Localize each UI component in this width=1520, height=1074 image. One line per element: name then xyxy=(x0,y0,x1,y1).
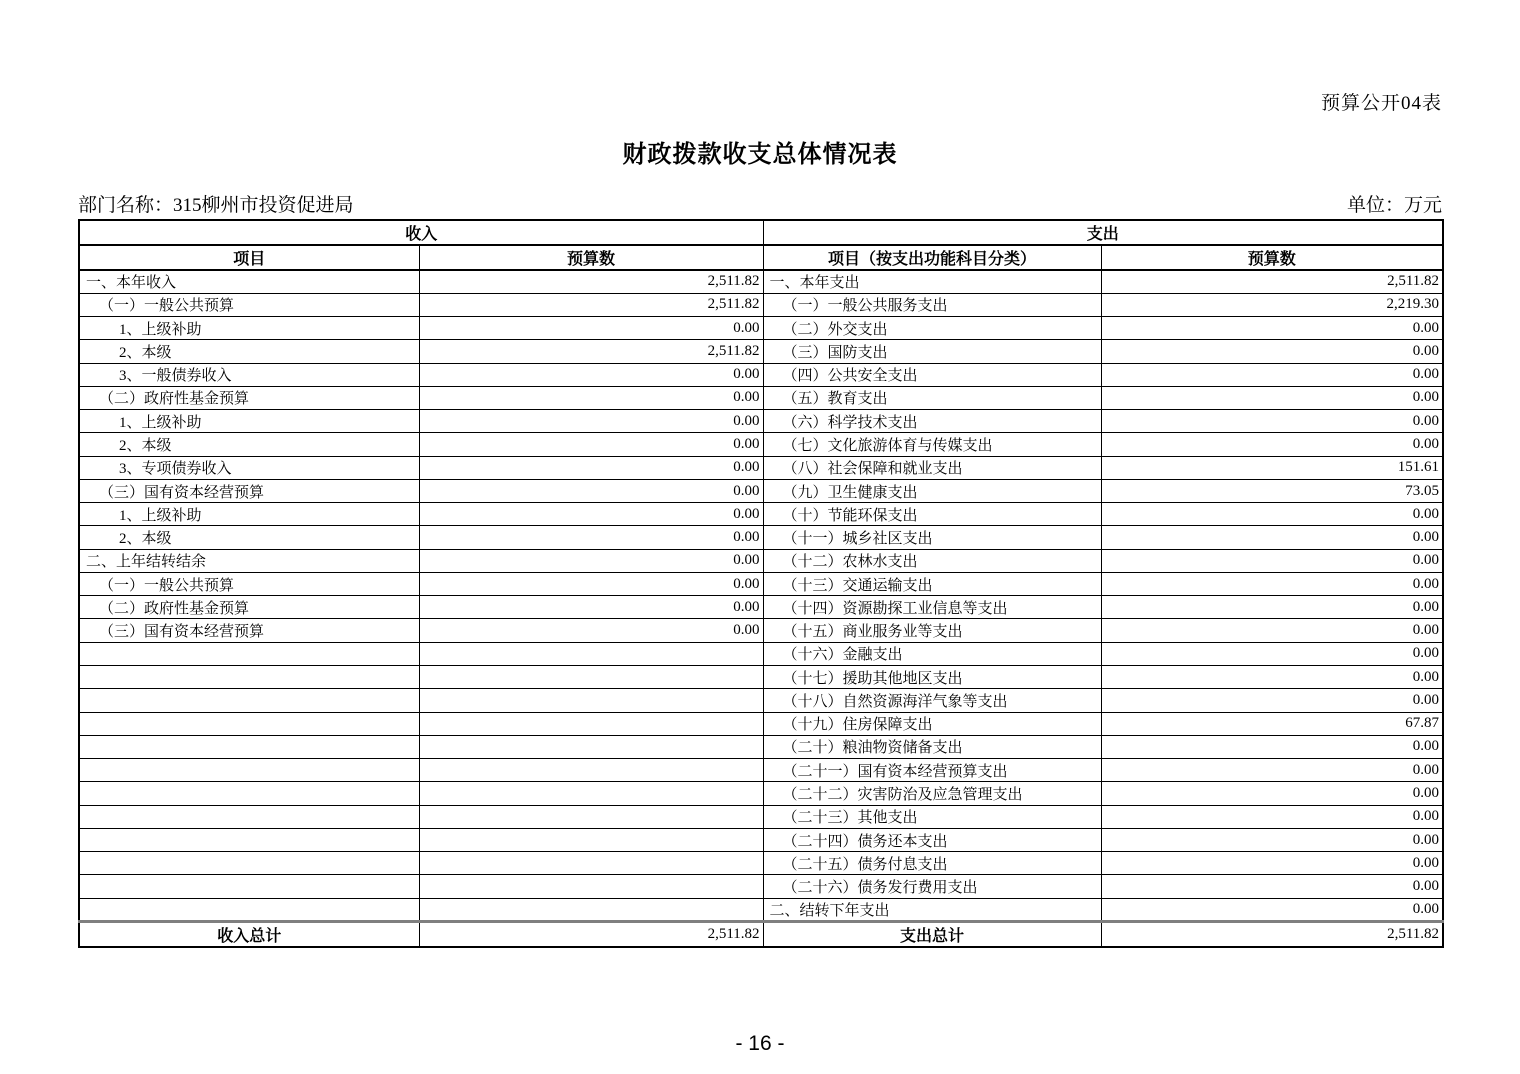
table-row xyxy=(79,433,1443,456)
income-value-cell: 0.00 xyxy=(419,386,763,409)
income-item-cell: 一、本年收入 xyxy=(79,270,419,293)
table-row xyxy=(79,898,1443,921)
expense-item-cell: （二十一）国有资本经营预算支出 xyxy=(763,759,1101,782)
expense-value-cell: 0.00 xyxy=(1101,875,1443,898)
expense-value-cell: 2,511.82 xyxy=(1101,270,1443,293)
table-row xyxy=(79,642,1443,665)
budget-table xyxy=(78,219,1444,948)
table-row xyxy=(79,503,1443,526)
income-item-cell xyxy=(79,735,419,758)
income-item-cell: 3、一般债券收入 xyxy=(79,363,419,386)
expense-item-cell: （二十六）债务发行费用支出 xyxy=(763,875,1101,898)
income-value-cell: 0.00 xyxy=(419,456,763,479)
income-item-cell xyxy=(79,689,419,712)
table-row xyxy=(79,759,1443,782)
expense-item-cell: （二十二）灾害防治及应急管理支出 xyxy=(763,782,1101,805)
expense-item-cell: （二十五）债务付息支出 xyxy=(763,852,1101,875)
income-value-cell: 0.00 xyxy=(419,503,763,526)
income-value-cell: 0.00 xyxy=(419,479,763,502)
income-value-cell: 0.00 xyxy=(419,363,763,386)
table-row xyxy=(79,270,1443,293)
income-item-cell: 2、本级 xyxy=(79,526,419,549)
table-meta-row xyxy=(78,190,1442,217)
expense-item-cell: （九）卫生健康支出 xyxy=(763,479,1101,502)
table-row xyxy=(79,410,1443,433)
income-value-cell: 0.00 xyxy=(419,526,763,549)
expense-item-cell: （二十四）债务还本支出 xyxy=(763,828,1101,851)
income-value-cell: 0.00 xyxy=(419,433,763,456)
table-row xyxy=(79,689,1443,712)
income-item-cell: 1、上级补助 xyxy=(79,317,419,340)
income-item-cell: 2、本级 xyxy=(79,340,419,363)
income-value-cell xyxy=(419,805,763,828)
income-item-cell xyxy=(79,759,419,782)
expense-item-cell: 二、结转下年支出 xyxy=(763,898,1101,921)
table-row xyxy=(79,479,1443,502)
income-value-cell: 2,511.82 xyxy=(419,293,763,316)
expense-value-cell: 0.00 xyxy=(1101,549,1443,572)
expense-item-cell: （十三）交通运输支出 xyxy=(763,572,1101,595)
income-item-cell xyxy=(79,828,419,851)
expense-item-cell: （十六）金融支出 xyxy=(763,642,1101,665)
income-value-cell xyxy=(419,642,763,665)
expense-item-cell: （十）节能环保支出 xyxy=(763,503,1101,526)
expense-value-cell: 0.00 xyxy=(1101,735,1443,758)
income-section-header: 收入 xyxy=(79,220,763,245)
table-body xyxy=(79,270,1443,922)
expense-item-cell: （十八）自然资源海洋气象等支出 xyxy=(763,689,1101,712)
income-value-cell: 0.00 xyxy=(419,549,763,572)
expense-total-value: 2,511.82 xyxy=(1101,922,1443,948)
income-value-cell: 2,511.82 xyxy=(419,270,763,293)
expense-value-cell: 0.00 xyxy=(1101,666,1443,689)
income-value-cell: 0.00 xyxy=(419,572,763,595)
column-header-row xyxy=(79,245,1443,270)
table-row xyxy=(79,549,1443,572)
income-item-cell xyxy=(79,875,419,898)
expense-budget-column-header: 预算数 xyxy=(1101,245,1443,270)
income-value-cell: 0.00 xyxy=(419,317,763,340)
income-item-cell: 二、上年结转结余 xyxy=(79,549,419,572)
unit-label: 单位：万元 xyxy=(1346,195,1442,216)
expense-value-cell: 0.00 xyxy=(1101,689,1443,712)
income-value-cell xyxy=(419,712,763,735)
income-value-cell: 2,511.82 xyxy=(419,340,763,363)
income-item-cell: （三）国有资本经营预算 xyxy=(79,479,419,502)
expense-item-cell: （八）社会保障和就业支出 xyxy=(763,456,1101,479)
expense-value-cell: 151.61 xyxy=(1101,456,1443,479)
table-row xyxy=(79,735,1443,758)
expense-value-cell: 0.00 xyxy=(1101,619,1443,642)
income-item-cell xyxy=(79,852,419,875)
expense-value-cell: 0.00 xyxy=(1101,503,1443,526)
expense-item-cell: 一、本年支出 xyxy=(763,270,1101,293)
section-header-row xyxy=(79,220,1443,245)
income-total-label: 收入总计 xyxy=(79,922,419,948)
expense-item-cell: （五）教育支出 xyxy=(763,386,1101,409)
income-item-cell xyxy=(79,642,419,665)
expense-item-cell: （十一）城乡社区支出 xyxy=(763,526,1101,549)
income-value-cell xyxy=(419,666,763,689)
expense-value-cell: 0.00 xyxy=(1101,433,1443,456)
expense-item-cell: （四）公共安全支出 xyxy=(763,363,1101,386)
expense-total-label: 支出总计 xyxy=(763,922,1101,948)
expense-value-cell: 0.00 xyxy=(1101,898,1443,921)
income-item-cell: 1、上级补助 xyxy=(79,503,419,526)
table-header xyxy=(79,220,1443,270)
expense-item-cell: （三）国防支出 xyxy=(763,340,1101,363)
income-item-cell: （二）政府性基金预算 xyxy=(79,596,419,619)
expense-item-cell: （十五）商业服务业等支出 xyxy=(763,619,1101,642)
income-value-cell: 0.00 xyxy=(419,619,763,642)
table-row xyxy=(79,712,1443,735)
expense-value-cell: 0.00 xyxy=(1101,526,1443,549)
table-row xyxy=(79,596,1443,619)
page-title: 财政拨款收支总体情况表 xyxy=(622,141,898,168)
income-value-cell xyxy=(419,875,763,898)
expense-value-cell: 0.00 xyxy=(1101,340,1443,363)
income-value-cell xyxy=(419,898,763,921)
income-item-cell: （一）一般公共预算 xyxy=(79,572,419,595)
expense-value-cell: 73.05 xyxy=(1101,479,1443,502)
table-row xyxy=(79,619,1443,642)
table-row xyxy=(79,875,1443,898)
income-value-cell xyxy=(419,852,763,875)
income-budget-column-header: 预算数 xyxy=(419,245,763,270)
income-value-cell xyxy=(419,782,763,805)
income-item-cell: 1、上级补助 xyxy=(79,410,419,433)
expense-item-cell: （六）科学技术支出 xyxy=(763,410,1101,433)
expense-value-cell: 67.87 xyxy=(1101,712,1443,735)
table-row xyxy=(79,363,1443,386)
table-row xyxy=(79,572,1443,595)
expense-item-cell: （十四）资源勘探工业信息等支出 xyxy=(763,596,1101,619)
expense-item-cell: （二十三）其他支出 xyxy=(763,805,1101,828)
expense-item-cell: （十七）援助其他地区支出 xyxy=(763,666,1101,689)
expense-value-cell: 0.00 xyxy=(1101,363,1443,386)
table-row xyxy=(79,293,1443,316)
income-value-cell xyxy=(419,828,763,851)
expense-value-cell: 2,219.30 xyxy=(1101,293,1443,316)
table-row xyxy=(79,852,1443,875)
expense-item-cell: （一）一般公共服务支出 xyxy=(763,293,1101,316)
expense-item-cell: （十九）住房保障支出 xyxy=(763,712,1101,735)
expense-value-cell: 0.00 xyxy=(1101,386,1443,409)
expense-item-cell: （十二）农林水支出 xyxy=(763,549,1101,572)
income-total-value: 2,511.82 xyxy=(419,922,763,948)
table-row xyxy=(79,828,1443,851)
table-row xyxy=(79,782,1443,805)
table-row xyxy=(79,340,1443,363)
table-row xyxy=(79,526,1443,549)
income-item-cell: （二）政府性基金预算 xyxy=(79,386,419,409)
income-item-cell: 2、本级 xyxy=(79,433,419,456)
expense-value-cell: 0.00 xyxy=(1101,828,1443,851)
income-item-cell xyxy=(79,666,419,689)
total-row xyxy=(79,922,1443,948)
income-item-cell xyxy=(79,898,419,921)
expense-value-cell: 0.00 xyxy=(1101,596,1443,619)
table-row xyxy=(79,386,1443,409)
doc-table-label: 预算公开04表 xyxy=(1320,93,1442,114)
expense-item-column-header: 项目（按支出功能科目分类） xyxy=(763,245,1101,270)
department-name: 部门名称：315柳州市投资促进局 xyxy=(78,195,354,216)
expense-value-cell: 0.00 xyxy=(1101,410,1443,433)
income-value-cell xyxy=(419,735,763,758)
table-row xyxy=(79,317,1443,340)
table-row xyxy=(79,805,1443,828)
income-item-cell xyxy=(79,782,419,805)
expense-item-cell: （七）文化旅游体育与传媒支出 xyxy=(763,433,1101,456)
income-value-cell: 0.00 xyxy=(419,410,763,433)
expense-section-header: 支出 xyxy=(763,220,1443,245)
income-item-column-header: 项目 xyxy=(79,245,419,270)
expense-item-cell: （二十）粮油物资储备支出 xyxy=(763,735,1101,758)
income-value-cell: 0.00 xyxy=(419,596,763,619)
table-footer xyxy=(79,922,1443,948)
table-row xyxy=(79,456,1443,479)
expense-value-cell: 0.00 xyxy=(1101,759,1443,782)
expense-value-cell: 0.00 xyxy=(1101,317,1443,340)
income-item-cell: 3、专项债券收入 xyxy=(79,456,419,479)
page-number: - 16 - xyxy=(735,1032,785,1055)
expense-item-cell: （二）外交支出 xyxy=(763,317,1101,340)
expense-value-cell: 0.00 xyxy=(1101,805,1443,828)
income-item-cell xyxy=(79,712,419,735)
expense-value-cell: 0.00 xyxy=(1101,852,1443,875)
income-value-cell xyxy=(419,759,763,782)
income-item-cell: （一）一般公共预算 xyxy=(79,293,419,316)
income-item-cell: （三）国有资本经营预算 xyxy=(79,619,419,642)
expense-value-cell: 0.00 xyxy=(1101,572,1443,595)
expense-value-cell: 0.00 xyxy=(1101,782,1443,805)
income-item-cell xyxy=(79,805,419,828)
table-row xyxy=(79,666,1443,689)
income-value-cell xyxy=(419,689,763,712)
expense-value-cell: 0.00 xyxy=(1101,642,1443,665)
